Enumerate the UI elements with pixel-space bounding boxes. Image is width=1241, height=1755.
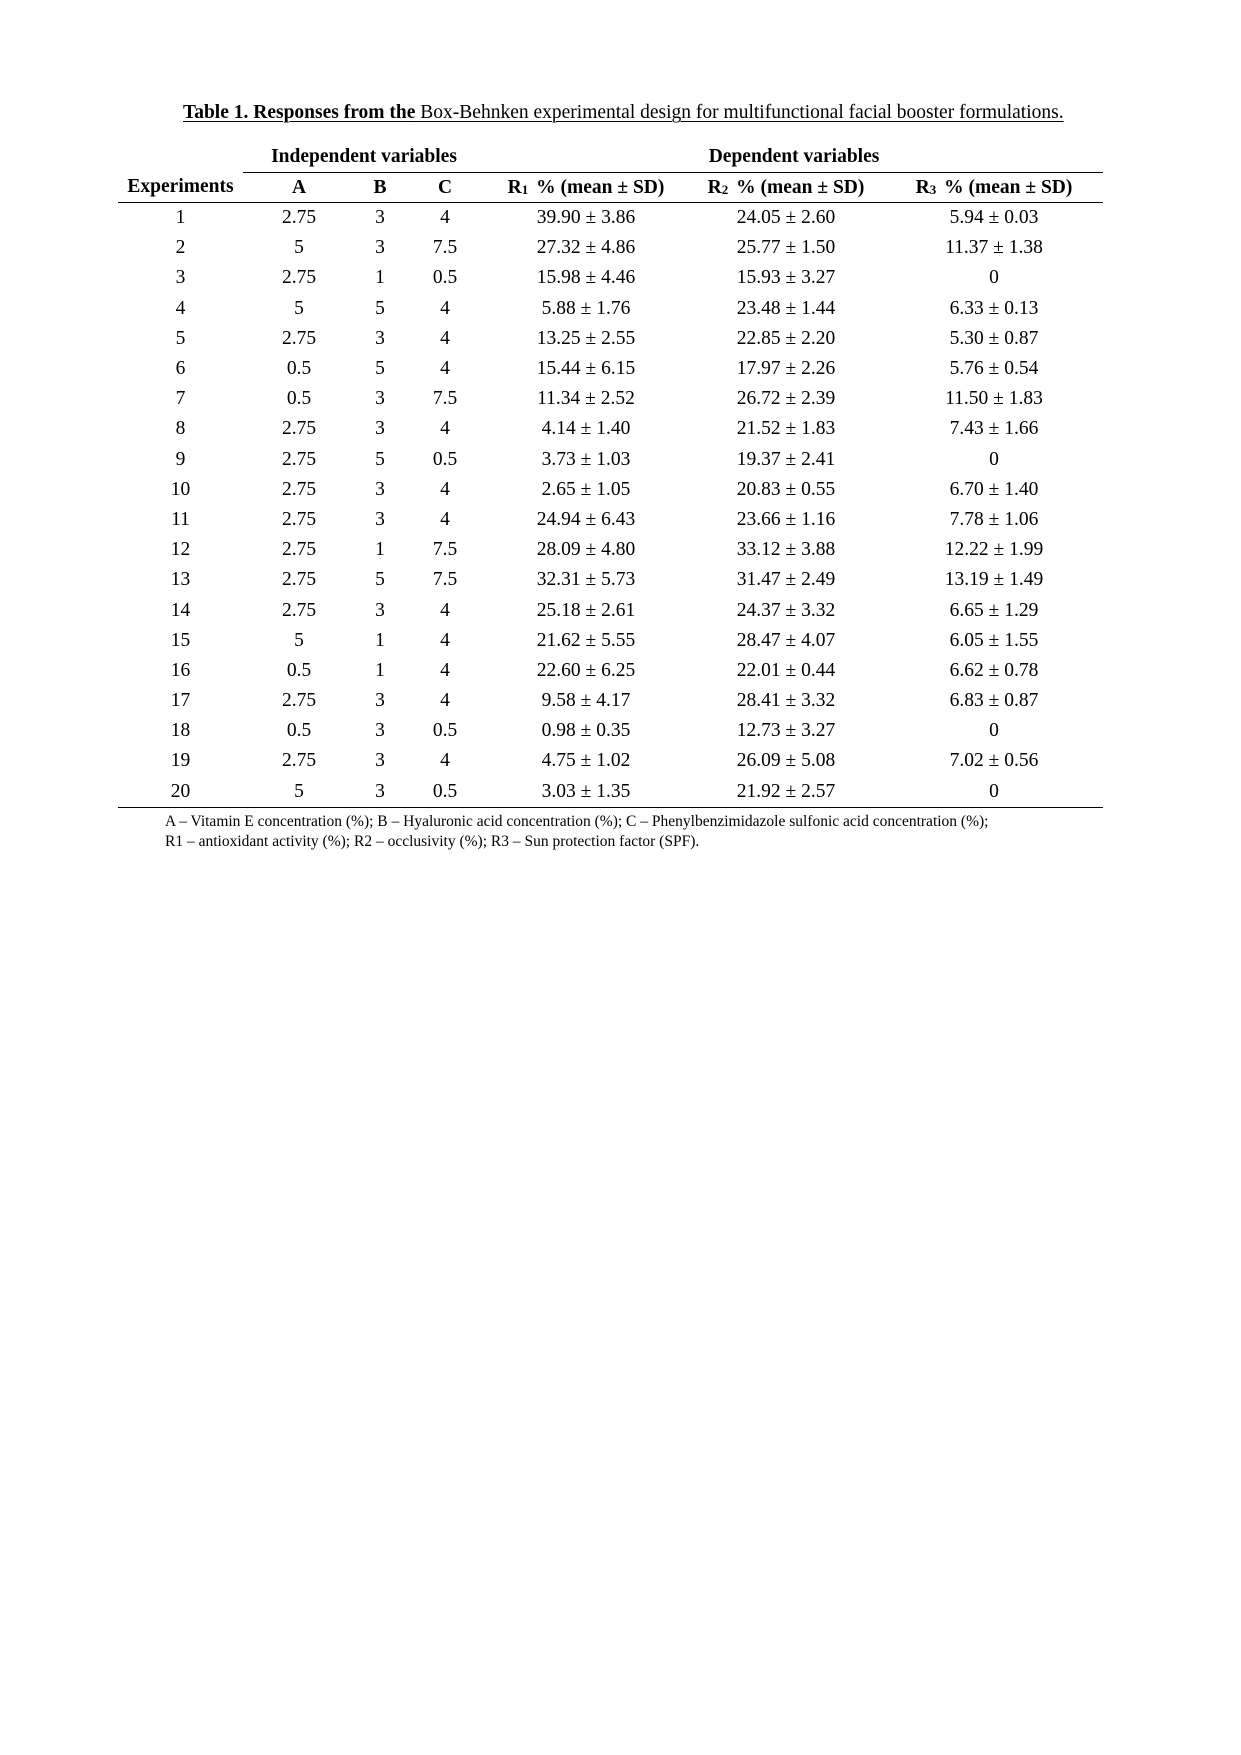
cell-r2: 33.12 ± 3.88 bbox=[736, 539, 836, 561]
cell-c: 7.5 bbox=[432, 569, 458, 591]
table-footnote bbox=[165, 812, 1095, 852]
cell-r3: 6.83 ± 0.87 bbox=[949, 690, 1039, 712]
table-row bbox=[118, 535, 1103, 565]
cell-b: 3 bbox=[375, 327, 385, 349]
table-row bbox=[118, 595, 1103, 625]
cell-r1: 4.75 ± 1.02 bbox=[541, 750, 631, 772]
cell-r2: 12.73 ± 3.27 bbox=[736, 720, 836, 742]
col-a: A bbox=[243, 173, 355, 203]
cell-r3: 5.76 ± 0.54 bbox=[949, 358, 1039, 380]
col-b: B bbox=[355, 173, 405, 203]
cell-r3: 6.33 ± 0.13 bbox=[949, 297, 1039, 319]
cell-r2: 22.01 ± 0.44 bbox=[736, 659, 836, 681]
dependent-variables-header: Dependent variables bbox=[485, 142, 1103, 173]
cell-c: 4 bbox=[440, 508, 450, 530]
cell-c: 0.5 bbox=[432, 720, 458, 742]
cell-c: 7.5 bbox=[432, 539, 458, 561]
footnote-line-2: R1 – antioxidant activity (%); R2 – occlusivity (%); R3 – Sun protection factor (SPF). bbox=[165, 833, 700, 850]
cell-r3: 7.02 ± 0.56 bbox=[949, 750, 1039, 772]
cell-b: 3 bbox=[375, 237, 385, 259]
cell-a: 2.75 bbox=[281, 569, 317, 591]
cell-r1: 3.73 ± 1.03 bbox=[541, 448, 631, 470]
table-row bbox=[118, 686, 1103, 716]
cell-b: 3 bbox=[375, 690, 385, 712]
table-row bbox=[118, 354, 1103, 384]
cell-b: 3 bbox=[355, 777, 405, 808]
cell-c: 4 bbox=[440, 629, 450, 651]
cell-c: 4 bbox=[440, 690, 450, 712]
col-experiments: Experiments bbox=[118, 173, 243, 203]
cell-exp: 8 bbox=[175, 418, 186, 440]
cell-b: 5 bbox=[375, 569, 385, 591]
cell-a: 2.75 bbox=[281, 508, 317, 530]
cell-r1: 2.65 ± 1.05 bbox=[541, 478, 631, 500]
cell-exp: 13 bbox=[170, 569, 191, 591]
cell-exp: 17 bbox=[170, 690, 191, 712]
cell-r2: 28.41 ± 3.32 bbox=[736, 690, 836, 712]
cell-a: 2.75 bbox=[281, 418, 317, 440]
cell-b: 3 bbox=[375, 418, 385, 440]
cell-b: 1 bbox=[375, 659, 385, 681]
col-r2: $R_2$ % (mean ± SD) bbox=[687, 173, 885, 203]
cell-exp: 4 bbox=[175, 297, 186, 319]
cell-r2: 25.77 ± 1.50 bbox=[736, 237, 836, 259]
cell-r2: 26.09 ± 5.08 bbox=[736, 750, 836, 772]
cell-r3: 0 bbox=[989, 267, 999, 289]
cell-r3: 7.78 ± 1.06 bbox=[949, 508, 1039, 530]
table-body bbox=[118, 203, 1103, 808]
cell-r1: 32.31 ± 5.73 bbox=[536, 569, 636, 591]
table-row bbox=[118, 384, 1103, 414]
cell-c: 4 bbox=[440, 750, 450, 772]
cell-r2: 20.83 ± 0.55 bbox=[736, 478, 836, 500]
cell-b: 5 bbox=[375, 448, 385, 470]
cell-exp: 19 bbox=[170, 750, 191, 772]
table-caption bbox=[183, 101, 1113, 125]
table-row bbox=[118, 626, 1103, 656]
cell-r1: 39.90 ± 3.86 bbox=[536, 207, 636, 229]
cell-a: 2.75 bbox=[281, 539, 317, 561]
cell-r2: 24.05 ± 2.60 bbox=[736, 207, 836, 229]
cell-r1: 0.98 ± 0.35 bbox=[541, 720, 631, 742]
cell-r1: 28.09 ± 4.80 bbox=[536, 539, 636, 561]
cell-r3: 6.70 ± 1.40 bbox=[949, 478, 1039, 500]
caption-normal: Box-Behnken experimental design for multifunctional facial booster formulations. bbox=[415, 102, 1064, 123]
cell-c: 0.5 bbox=[405, 777, 485, 808]
cell-a: 2.75 bbox=[281, 599, 317, 621]
cell-r3: 5.30 ± 0.87 bbox=[949, 327, 1039, 349]
col-r3: $R_3$ % (mean ± SD) bbox=[885, 173, 1103, 203]
table-row bbox=[118, 656, 1103, 686]
cell-b: 3 bbox=[375, 388, 385, 410]
cell-r2: 24.37 ± 3.32 bbox=[736, 599, 836, 621]
cell-r1: 15.98 ± 4.46 bbox=[536, 267, 636, 289]
cell-r3: 6.62 ± 0.78 bbox=[949, 659, 1039, 681]
table-row bbox=[118, 233, 1103, 263]
cell-r3: 6.65 ± 1.29 bbox=[949, 599, 1039, 621]
cell-b: 3 bbox=[375, 478, 385, 500]
table-row bbox=[118, 203, 1103, 234]
cell-exp: 11 bbox=[171, 508, 190, 530]
cell-r2: 28.47 ± 4.07 bbox=[736, 629, 836, 651]
cell-c: 4 bbox=[440, 599, 450, 621]
cell-r1: 11.34 ± 2.52 bbox=[537, 388, 635, 410]
cell-r2: 21.52 ± 1.83 bbox=[736, 418, 836, 440]
cell-a: 2.75 bbox=[281, 267, 317, 289]
independent-variables-header: Independent variables bbox=[243, 142, 485, 173]
cell-r2: 17.97 ± 2.26 bbox=[736, 358, 836, 380]
cell-r1: 3.03 ± 1.35 bbox=[485, 777, 687, 808]
cell-exp: 18 bbox=[170, 720, 191, 742]
caption-bold: Table 1. Responses from the bbox=[183, 102, 416, 123]
cell-a: 5 bbox=[243, 777, 355, 808]
cell-a: 2.75 bbox=[281, 478, 317, 500]
cell-a: 0.5 bbox=[286, 388, 312, 410]
col-c: C bbox=[405, 173, 485, 203]
cell-b: 5 bbox=[375, 358, 385, 380]
cell-b: 3 bbox=[375, 207, 385, 229]
results-table bbox=[118, 142, 1103, 808]
cell-a: 0.5 bbox=[286, 358, 312, 380]
cell-b: 1 bbox=[375, 539, 385, 561]
cell-c: 0.5 bbox=[432, 267, 458, 289]
cell-a: 2.75 bbox=[281, 690, 317, 712]
cell-r1: 15.44 ± 6.15 bbox=[536, 358, 636, 380]
cell-r1: 9.58 ± 4.17 bbox=[541, 690, 631, 712]
cell-r3: 7.43 ± 1.66 bbox=[949, 418, 1039, 440]
cell-exp: 20 bbox=[118, 777, 243, 808]
cell-r2: 31.47 ± 2.49 bbox=[736, 569, 836, 591]
cell-a: 2.75 bbox=[281, 207, 317, 229]
cell-a: 5 bbox=[294, 237, 304, 259]
cell-r3: 12.22 ± 1.99 bbox=[944, 539, 1044, 561]
cell-c: 4 bbox=[440, 659, 450, 681]
cell-exp: 3 bbox=[175, 267, 186, 289]
cell-r3: 0 bbox=[989, 448, 999, 470]
cell-b: 3 bbox=[375, 508, 385, 530]
cell-c: 4 bbox=[440, 478, 450, 500]
cell-exp: 2 bbox=[175, 237, 186, 259]
cell-c: 4 bbox=[440, 297, 450, 319]
cell-r3: 11.50 ± 1.83 bbox=[945, 388, 1043, 410]
table-row bbox=[118, 263, 1103, 293]
cell-r1: 24.94 ± 6.43 bbox=[536, 508, 636, 530]
cell-r3: 5.94 ± 0.03 bbox=[949, 207, 1039, 229]
table-row bbox=[118, 475, 1103, 505]
cell-r2: 26.72 ± 2.39 bbox=[736, 388, 836, 410]
cell-c: 4 bbox=[440, 327, 450, 349]
table-row bbox=[118, 445, 1103, 475]
cell-exp: 9 bbox=[175, 448, 186, 470]
footnote-line-1: A – Vitamin E concentration (%); B – Hyaluronic acid concentration (%); C – Phenylbenzimidazole sulfonic acid concentration (%); bbox=[165, 813, 989, 830]
cell-c: 4 bbox=[440, 418, 450, 440]
cell-exp: 16 bbox=[170, 659, 191, 681]
cell-r1: 27.32 ± 4.86 bbox=[536, 237, 636, 259]
cell-c: 0.5 bbox=[432, 448, 458, 470]
cell-exp: 15 bbox=[170, 629, 191, 651]
cell-r3: 13.19 ± 1.49 bbox=[944, 569, 1044, 591]
cell-a: 5 bbox=[294, 629, 304, 651]
cell-b: 5 bbox=[375, 297, 385, 319]
cell-r3: 11.37 ± 1.38 bbox=[945, 237, 1043, 259]
cell-exp: 6 bbox=[175, 358, 186, 380]
cell-c: 7.5 bbox=[432, 388, 458, 410]
table-row bbox=[118, 324, 1103, 354]
cell-b: 1 bbox=[375, 267, 385, 289]
cell-exp: 12 bbox=[170, 539, 191, 561]
cell-r1: 4.14 ± 1.40 bbox=[541, 418, 631, 440]
cell-r1: 21.62 ± 5.55 bbox=[536, 629, 636, 651]
cell-b: 1 bbox=[375, 629, 385, 651]
cell-r2: 23.66 ± 1.16 bbox=[736, 508, 836, 530]
cell-exp: 7 bbox=[175, 388, 186, 410]
cell-r2: 22.85 ± 2.20 bbox=[736, 327, 836, 349]
table-row bbox=[118, 777, 1103, 808]
cell-c: 4 bbox=[440, 358, 450, 380]
cell-r3: 0 bbox=[989, 720, 999, 742]
col-r1: $R_1$ % (mean ± SD) bbox=[485, 173, 687, 203]
table-row bbox=[118, 746, 1103, 776]
cell-b: 3 bbox=[375, 599, 385, 621]
cell-r2: 23.48 ± 1.44 bbox=[736, 297, 836, 319]
cell-exp: 10 bbox=[170, 478, 191, 500]
cell-r2: 19.37 ± 2.41 bbox=[736, 448, 836, 470]
cell-a: 2.75 bbox=[281, 327, 317, 349]
group-header-row bbox=[118, 142, 1103, 173]
cell-a: 0.5 bbox=[286, 720, 312, 742]
cell-c: 4 bbox=[440, 207, 450, 229]
cell-r2: 15.93 ± 3.27 bbox=[736, 267, 836, 289]
column-header-row bbox=[118, 173, 1103, 203]
table-row bbox=[118, 565, 1103, 595]
table-row bbox=[118, 505, 1103, 535]
table-row bbox=[118, 414, 1103, 444]
cell-r1: 5.88 ± 1.76 bbox=[541, 297, 631, 319]
cell-a: 0.5 bbox=[286, 659, 312, 681]
cell-exp: 1 bbox=[175, 207, 186, 229]
cell-exp: 14 bbox=[170, 599, 191, 621]
cell-r2: 21.92 ± 2.57 bbox=[687, 777, 885, 808]
cell-exp: 5 bbox=[175, 327, 186, 349]
cell-a: 5 bbox=[294, 297, 304, 319]
cell-r1: 25.18 ± 2.61 bbox=[536, 599, 636, 621]
cell-r1: 13.25 ± 2.55 bbox=[536, 327, 636, 349]
cell-b: 3 bbox=[375, 750, 385, 772]
table-row bbox=[118, 716, 1103, 746]
cell-r1: 22.60 ± 6.25 bbox=[536, 659, 636, 681]
cell-r3: 0 bbox=[885, 777, 1103, 808]
cell-a: 2.75 bbox=[281, 750, 317, 772]
cell-r3: 6.05 ± 1.55 bbox=[949, 629, 1039, 651]
cell-a: 2.75 bbox=[281, 448, 317, 470]
cell-b: 3 bbox=[375, 720, 385, 742]
table-row bbox=[118, 294, 1103, 324]
cell-c: 7.5 bbox=[432, 237, 458, 259]
